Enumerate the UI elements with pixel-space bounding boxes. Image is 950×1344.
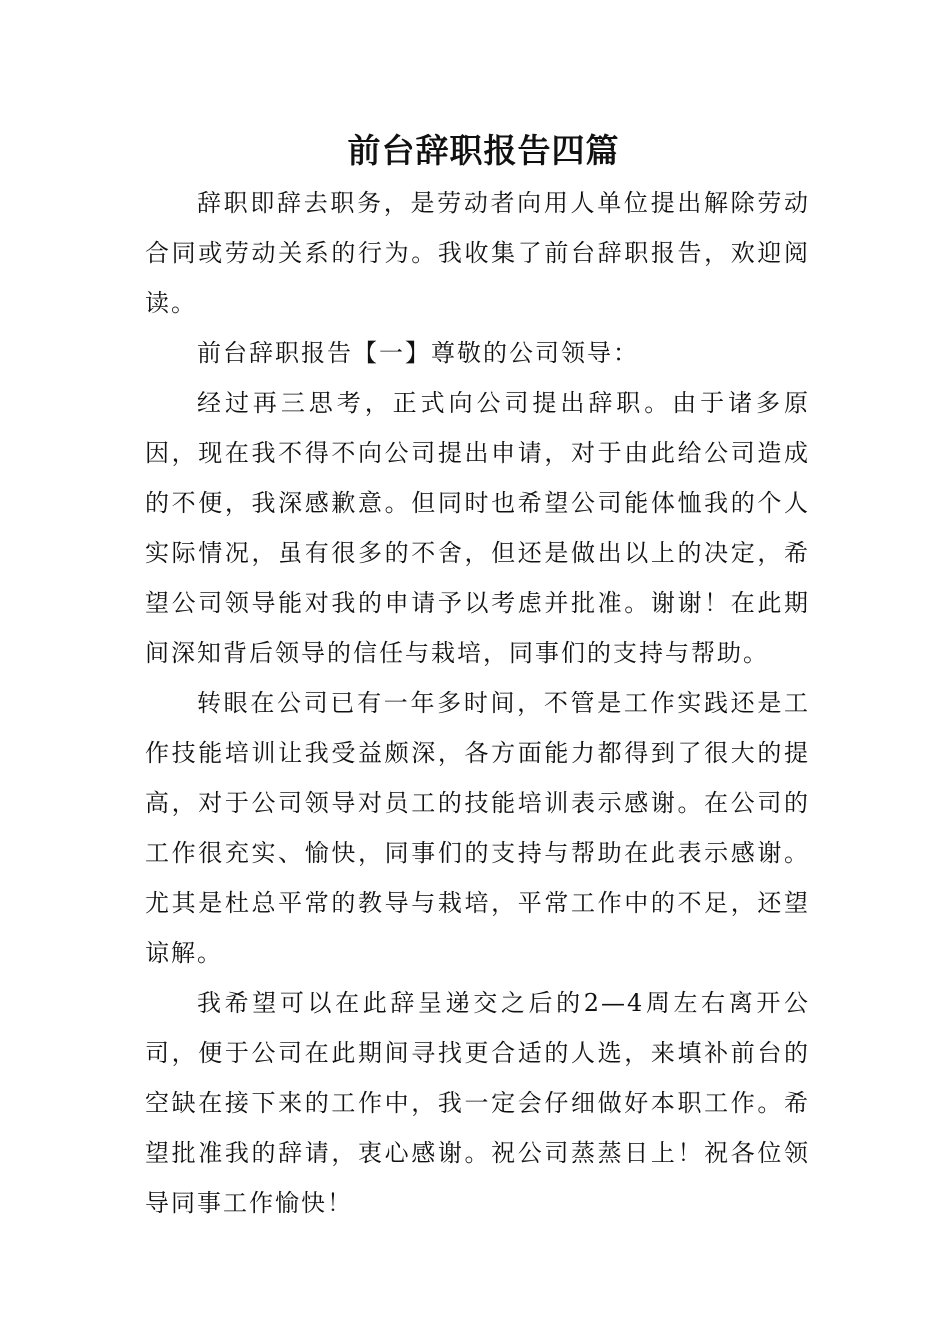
intro-paragraph: 辞职即辞去职务，是劳动者向用人单位提出解除劳动合同或劳动关系的行为。我收集了前台辞职报告，欢迎阅读。 (145, 189, 810, 317)
report-heading-paragraph: 前台辞职报告【一】尊敬的公司领导： (197, 339, 639, 367)
document-title: 前台辞职报告四篇 (347, 131, 620, 170)
body-paragraph: 经过再三思考，正式向公司提出辞职。由于诸多原因，现在我不得不向公司提出申请，对于由此给公司造成的不便，我深感歉意。但同时也希望公司能体恤我的个人实际情况，虽有很多的不舍，但还是做出以上的决定，希望公司领导能对我的申请予以考虑并批准。谢谢！在此期间深知背后领导的信任与栽培，同事们的支持与帮助。 (145, 389, 810, 667)
body-paragraph: 转眼在公司已有一年多时间，不管是工作实践还是工作技能培训让我受益颇深，各方面能力都得到了很大的提高，对于公司领导对员工的技能培训表示感谢。在公司的工作很充实、愉快，同事们的支持与帮助在此表示感谢。尤其是杜总平常的教导与栽培，平常工作中的不足，还望谅解。 (145, 689, 810, 967)
body-paragraph: 我希望可以在此辞呈递交之后的2—4周左右离开公司，便于公司在此期间寻找更合适的人选，来填补前台的空缺在接下来的工作中，我一定会仔细做好本职工作。希望批准我的辞请，衷心感谢。祝公司蒸蒸日上！祝各位领导同事工作愉快！ (145, 989, 810, 1217)
